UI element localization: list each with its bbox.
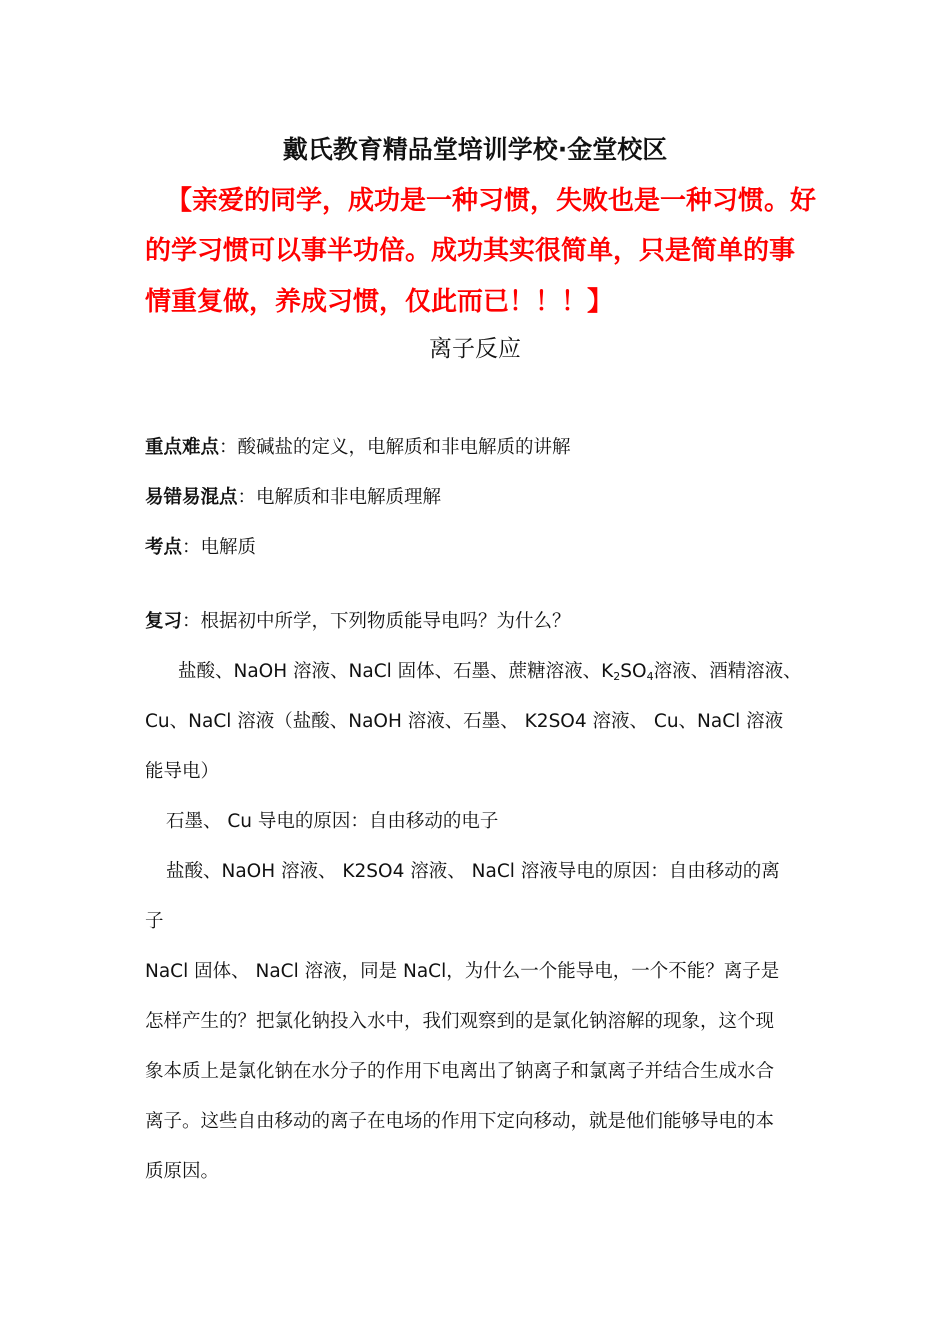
motto-line-1: 【亲爱的同学，成功是一种习惯，失败也是一种习惯。好 (166, 186, 817, 216)
graphite-reason: 石墨、 Cu 导电的原因：自由移动的电子 (166, 811, 499, 832)
review-items-text-c: 溶液、酒精溶液、 (653, 661, 802, 682)
lesson-title: 离子反应 (429, 336, 521, 362)
explanation-line-5: 质原因。 (145, 1161, 220, 1182)
subscript-4: 4 (646, 670, 654, 683)
explanation-line-2: 怎样产生的？把氯化钠投入水中，我们观察到的是氯化钠溶解的现象，这个现 (145, 1011, 775, 1032)
motto-line-3: 情重复做，养成习惯，仅此而已！！！】 (145, 287, 614, 317)
key-points-value: ：酸碱盐的定义，电解质和非电解质的讲解 (219, 437, 571, 458)
exam-points (145, 534, 256, 562)
review-items-text-b: SO (620, 661, 647, 682)
key-points (145, 434, 571, 462)
motto-line-2: 的学习惯可以事半功倍。成功其实很简单，只是简单的事 (145, 236, 796, 266)
school-title: 戴氏教育精品堂培训学校·金堂校区 (282, 135, 668, 164)
exam-points-label: 考点 (145, 537, 183, 558)
confusing-points-label: 易错易混点 (145, 487, 238, 508)
key-points-label: 重点难点 (145, 437, 220, 458)
review-items-line-3: 能导电） (145, 761, 220, 782)
solution-reason-line-1: 盐酸、NaOH 溶液、 K2SO4 溶液、 NaCl 溶液导电的原因：自由移动的离 (166, 861, 780, 882)
review-items-line-2: Cu、NaCl 溶液（盐酸、NaOH 溶液、石墨、 K2SO4 溶液、 Cu、NaCl 溶液 (145, 711, 784, 732)
explanation-line-1: NaCl 固体、 NaCl 溶液，同是 NaCl，为什么一个能导电，一个不能？离子是 (145, 961, 780, 982)
review-items-line-1 (178, 658, 802, 686)
explanation-line-4: 离子。这些自由移动的离子在电场的作用下定向移动，就是他们能够导电的本 (145, 1111, 775, 1132)
subscript-2: 2 (613, 670, 621, 683)
confusing-points-value: ：电解质和非电解质理解 (237, 487, 442, 508)
review-label: 复习 (145, 611, 183, 632)
confusing-points (145, 484, 441, 512)
solution-reason-line-2: 子 (145, 911, 164, 932)
review-items-text-a: 盐酸、NaOH 溶液、NaCl 固体、石墨、蔗糖溶液、K (178, 661, 614, 682)
exam-points-value: ：电解质 (182, 537, 257, 558)
review-question (145, 608, 571, 636)
review-question-text: ：根据初中所学，下列物质能导电吗？为什么？ (182, 611, 571, 632)
explanation-line-3: 象本质上是氯化钠在水分子的作用下电离出了钠离子和氯离子并结合生成水合 (145, 1061, 775, 1082)
